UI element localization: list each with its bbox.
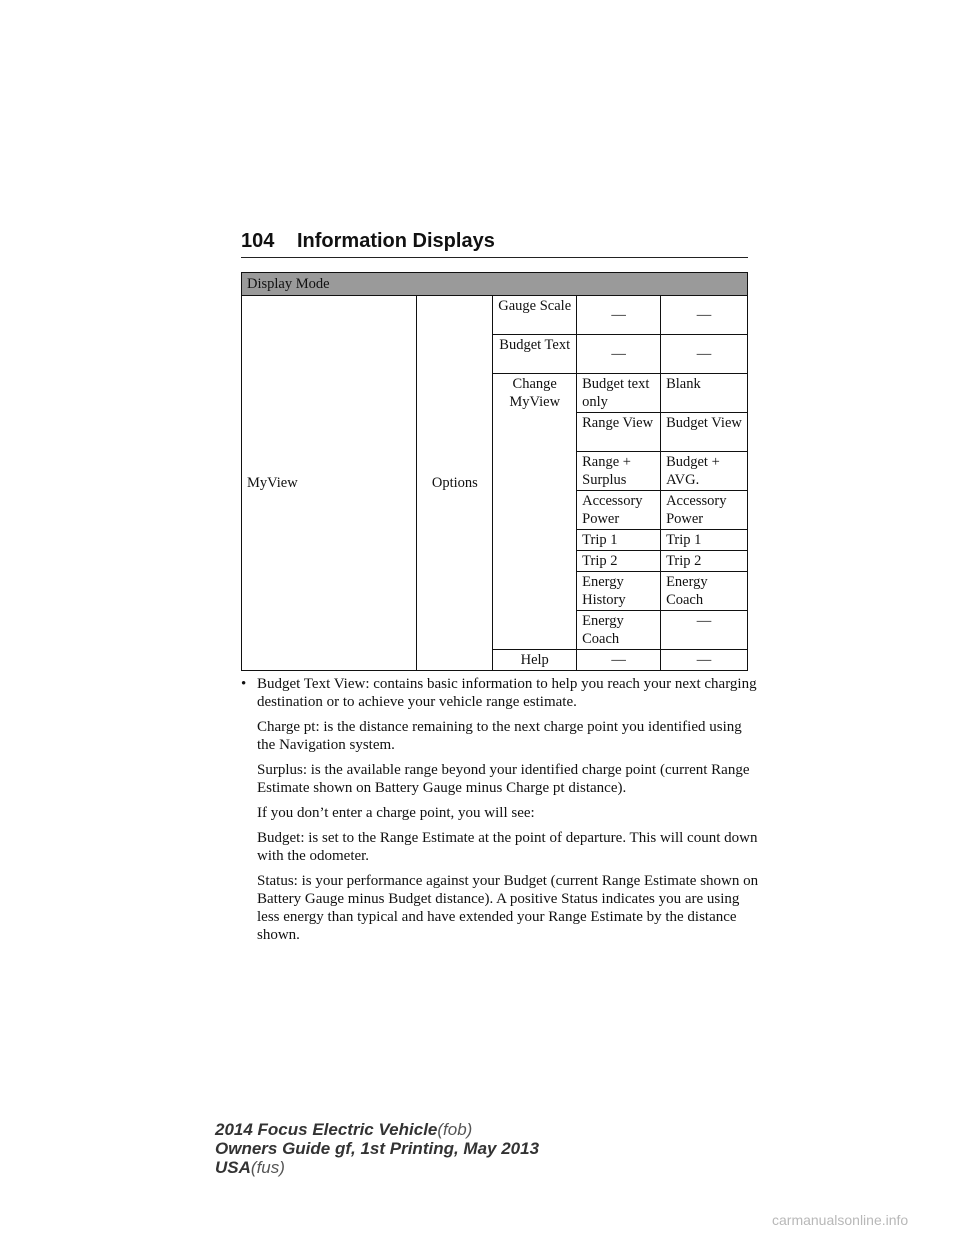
cell-dash: —	[661, 296, 748, 335]
footer-model: 2014 Focus Electric Vehicle	[215, 1120, 438, 1139]
footer-guide: Owners Guide gf, 1st Printing, May 2013	[215, 1139, 540, 1158]
cell-dash: —	[661, 335, 748, 374]
bullet-icon: •	[241, 676, 247, 692]
paragraph: Surplus: is the available range beyond your identified charge point (current Range Estimate shown on Battery Gauge minus Charge pt distance).	[257, 762, 750, 796]
cell-dash: —	[577, 296, 661, 335]
display-mode-table	[241, 272, 748, 671]
watermark: carmanualsonline.info	[772, 1212, 909, 1228]
table-cell: —	[661, 611, 748, 650]
footer-market-code: (fus)	[250, 1158, 285, 1177]
table-cell: Trip 1	[577, 530, 661, 551]
table-cell: Accessory Power	[577, 491, 661, 530]
table-cell: Blank	[661, 374, 748, 413]
page-title: Information Displays	[297, 230, 495, 252]
body-text	[241, 675, 761, 951]
cell-dash: —	[577, 650, 661, 671]
page-header	[241, 230, 748, 258]
cell-dash: —	[661, 650, 748, 671]
paragraph: Budget: is set to the Range Estimate at the point of departure. This will count down with the odometer.	[257, 830, 758, 864]
bullet-text: Budget Text View: contains basic information to help you reach your next charging destination or to achieve your vehicle range estimate.	[257, 676, 757, 710]
table-cell: Trip 2	[577, 551, 661, 572]
table-cell: Accessory Power	[661, 491, 748, 530]
page-number: 104	[241, 230, 275, 252]
cell-myview: MyView	[242, 296, 417, 671]
cell-help: Help	[493, 650, 577, 671]
table-cell: Trip 2	[661, 551, 748, 572]
table-cell: Energy Coach	[577, 611, 661, 650]
paragraph: Charge pt: is the distance remaining to the next charge point you identified using the Navigation system.	[257, 719, 742, 753]
cell-change-myview: Change MyView	[493, 374, 577, 650]
table-cell: Budget + AVG.	[661, 452, 748, 491]
table-cell: Budget text only	[577, 374, 661, 413]
footer-market: USA	[215, 1158, 251, 1177]
cell-gauge-scale: Gauge Scale	[493, 296, 577, 335]
cell-options: Options	[417, 296, 493, 671]
table-cell: Energy History	[577, 572, 661, 611]
cell-budget-text: Budget Text	[493, 335, 577, 374]
table-cell: Range View	[577, 413, 661, 452]
footer-code: (fob)	[437, 1120, 473, 1139]
table-cell: Range + Surplus	[577, 452, 661, 491]
bullet-item	[241, 675, 761, 711]
cell-dash: —	[577, 335, 661, 374]
paragraph: If you don’t enter a charge point, you will see:	[257, 805, 535, 821]
table-header: Display Mode	[242, 273, 748, 296]
table-cell: Energy Coach	[661, 572, 748, 611]
table-cell: Trip 1	[661, 530, 748, 551]
table-cell: Budget View	[661, 413, 748, 452]
paragraph: Status: is your performance against your Budget (current Range Estimate shown on Battery Gauge minus Budget distance). A positive Status indicates you are using less energy than typical and have extended your Range Estimate by the distance shown.	[257, 873, 759, 943]
footer	[215, 1120, 539, 1177]
